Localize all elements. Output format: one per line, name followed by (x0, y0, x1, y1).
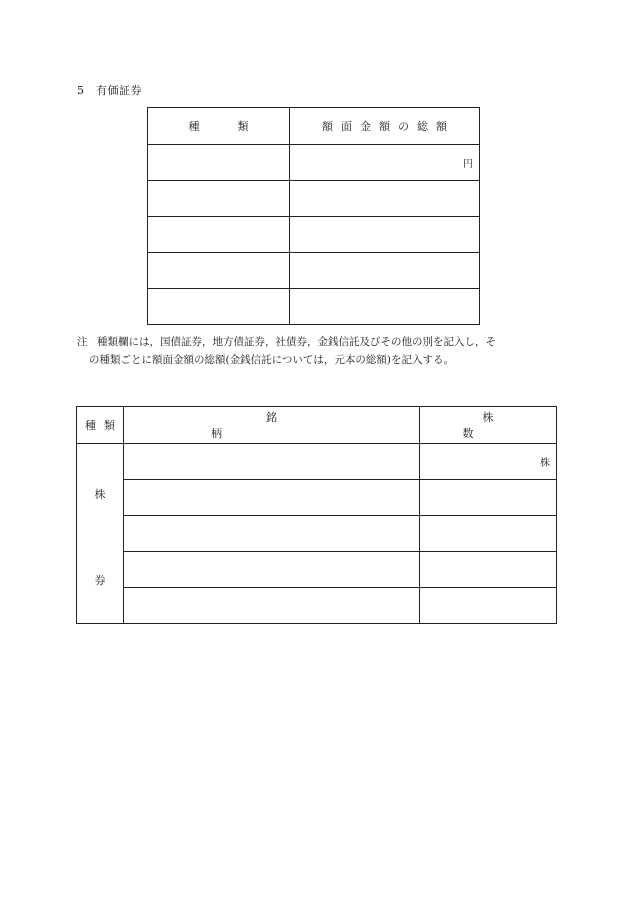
note-label: 注 (77, 336, 88, 348)
header-kind-label: 種類 (85, 419, 123, 432)
stocks-row (77, 480, 557, 516)
securities-header-row (148, 108, 480, 145)
securities-row (148, 181, 480, 217)
stocks-kind-cell (77, 444, 124, 624)
stocks-count-cell[interactable] (420, 516, 557, 552)
header-total-face-value-label: 額面金額の総額 (322, 120, 455, 133)
stocks-count-cell[interactable] (420, 444, 557, 480)
stocks-brand-cell[interactable] (124, 444, 420, 480)
securities-amount-cell[interactable] (290, 289, 480, 325)
securities-row (148, 289, 480, 325)
stocks-table (76, 406, 557, 624)
header-share-count-label: 株数 (462, 411, 534, 440)
header-kind (77, 407, 124, 444)
header-kind (148, 108, 290, 145)
header-total-face-value (290, 108, 480, 145)
securities-kind-cell[interactable] (148, 253, 290, 289)
note-text-1: 種類欄には，国債証券，地方債証券，社債券，金銭信託及びその他の別を記入し，そ (97, 336, 496, 348)
note-line-1 (77, 333, 557, 351)
header-brand-label: 銘柄 (211, 411, 387, 440)
stocks-header-row (77, 407, 557, 444)
securities-kind-cell[interactable] (148, 145, 290, 181)
stocks-brand-cell[interactable] (124, 480, 420, 516)
stock-kind-char-1: 株 (94, 488, 106, 501)
stocks-brand-cell[interactable] (124, 588, 420, 624)
header-kind-label: 種類 (188, 120, 287, 133)
securities-kind-cell[interactable] (148, 289, 290, 325)
section-heading (77, 82, 142, 98)
shares-unit: 株 (540, 458, 550, 469)
yen-unit: 円 (463, 159, 473, 170)
securities-row (148, 217, 480, 253)
stocks-count-cell[interactable] (420, 480, 557, 516)
securities-amount-cell[interactable] (290, 253, 480, 289)
stocks-count-cell[interactable] (420, 552, 557, 588)
note (77, 333, 557, 369)
header-brand (124, 407, 420, 444)
stocks-brand-cell[interactable] (124, 516, 420, 552)
stocks-count-cell[interactable] (420, 588, 557, 624)
securities-table (147, 107, 480, 325)
stock-kind-char-2: 券 (94, 574, 106, 587)
securities-kind-cell[interactable] (148, 217, 290, 253)
securities-row (148, 253, 480, 289)
stocks-brand-cell[interactable] (124, 552, 420, 588)
securities-kind-cell[interactable] (148, 181, 290, 217)
stocks-row (77, 588, 557, 624)
note-line-2: の種類ごとに額面金額の総額(金銭信託については，元本の総額)を記入する。 (89, 354, 454, 366)
securities-amount-cell[interactable] (290, 181, 480, 217)
securities-row (148, 145, 480, 181)
securities-amount-cell[interactable] (290, 145, 480, 181)
securities-amount-cell[interactable] (290, 217, 480, 253)
stocks-row (77, 516, 557, 552)
stocks-row (77, 444, 557, 480)
section-number: 5 (77, 84, 85, 97)
header-share-count (420, 407, 557, 444)
stocks-row (77, 552, 557, 588)
section-title: 有価証券 (96, 84, 142, 97)
